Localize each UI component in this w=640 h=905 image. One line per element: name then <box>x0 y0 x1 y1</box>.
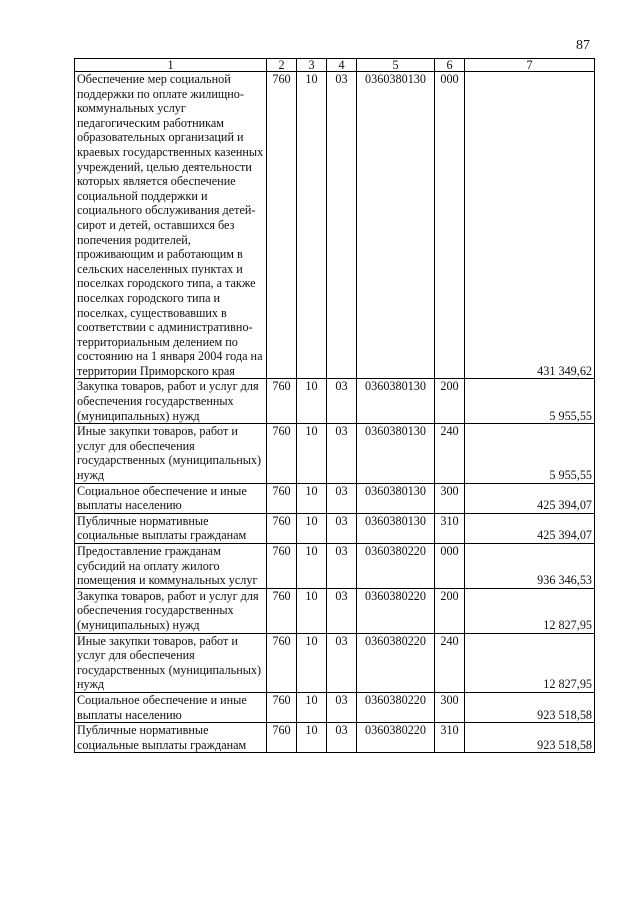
row-code-4: 03 <box>327 513 357 543</box>
row-name: Закупка товаров, работ и услуг для обеспечения государственных (муниципальных) нужд <box>75 588 267 633</box>
row-code-2: 760 <box>267 723 297 753</box>
row-sum: 425 394,07 <box>465 483 595 513</box>
row-code-3: 10 <box>297 513 327 543</box>
table-row <box>75 692 595 722</box>
row-sum: 5 955,55 <box>465 379 595 424</box>
row-code-3: 10 <box>297 424 327 483</box>
row-code-3: 10 <box>297 588 327 633</box>
column-header: 1 <box>75 59 267 72</box>
row-code-2: 760 <box>267 424 297 483</box>
row-code-6: 000 <box>435 544 465 589</box>
header-row <box>75 59 595 72</box>
row-code-5: 0360380220 <box>357 692 435 722</box>
row-code-4: 03 <box>327 692 357 722</box>
row-sum: 5 955,55 <box>465 424 595 483</box>
row-code-5: 0360380130 <box>357 513 435 543</box>
row-sum: 936 346,53 <box>465 544 595 589</box>
row-code-3: 10 <box>297 483 327 513</box>
row-code-2: 760 <box>267 544 297 589</box>
table-row <box>75 544 595 589</box>
row-code-4: 03 <box>327 633 357 692</box>
row-code-4: 03 <box>327 544 357 589</box>
row-code-3: 10 <box>297 72 327 379</box>
row-code-5: 0360380130 <box>357 379 435 424</box>
row-code-2: 760 <box>267 72 297 379</box>
column-header: 3 <box>297 59 327 72</box>
row-sum: 425 394,07 <box>465 513 595 543</box>
table-row <box>75 513 595 543</box>
row-code-5: 0360380220 <box>357 723 435 753</box>
row-code-6: 200 <box>435 379 465 424</box>
row-code-6: 240 <box>435 633 465 692</box>
row-code-3: 10 <box>297 633 327 692</box>
row-code-4: 03 <box>327 588 357 633</box>
row-code-6: 240 <box>435 424 465 483</box>
row-code-3: 10 <box>297 723 327 753</box>
row-code-5: 0360380130 <box>357 424 435 483</box>
column-header: 7 <box>465 59 595 72</box>
row-sum: 12 827,95 <box>465 588 595 633</box>
row-name: Социальное обеспечение и иные выплаты населению <box>75 483 267 513</box>
row-name: Иные закупки товаров, работ и услуг для обеспечения государственных (муниципальных) нужд <box>75 633 267 692</box>
column-header: 5 <box>357 59 435 72</box>
row-code-3: 10 <box>297 544 327 589</box>
row-sum: 431 349,62 <box>465 72 595 379</box>
row-code-6: 310 <box>435 513 465 543</box>
row-sum: 923 518,58 <box>465 692 595 722</box>
row-code-4: 03 <box>327 424 357 483</box>
row-name: Публичные нормативные социальные выплаты гражданам <box>75 723 267 753</box>
row-code-2: 760 <box>267 633 297 692</box>
row-name: Обеспечение мер социальной поддержки по оплате жилищно-коммунальных услуг педагогическим работникам образовательных организаций и краевых государственных казенных учреждений, целью деятельности которых является обеспечение социальной поддержки и социального обслуживания детей-сирот и детей, оставшихся без попечения родителей, проживающим и работающим в сельских населенных пунктах и поселках городского типа, а также поселках городского типа и поселках, существовавших в соответствии с административно-территориальным делением по состоянию на 1 января 2004 года на территории Приморского края <box>75 72 267 379</box>
page-number: 87 <box>576 38 590 53</box>
table-row <box>75 72 595 379</box>
row-code-2: 760 <box>267 692 297 722</box>
row-name: Предоставление гражданам субсидий на оплату жилого помещения и коммунальных услуг <box>75 544 267 589</box>
row-code-6: 310 <box>435 723 465 753</box>
row-code-6: 300 <box>435 483 465 513</box>
column-header: 6 <box>435 59 465 72</box>
row-code-5: 0360380220 <box>357 588 435 633</box>
row-sum: 923 518,58 <box>465 723 595 753</box>
row-name: Публичные нормативные социальные выплаты гражданам <box>75 513 267 543</box>
row-sum: 12 827,95 <box>465 633 595 692</box>
row-name: Социальное обеспечение и иные выплаты населению <box>75 692 267 722</box>
table-row <box>75 424 595 483</box>
row-code-3: 10 <box>297 379 327 424</box>
row-code-4: 03 <box>327 72 357 379</box>
row-code-5: 0360380130 <box>357 483 435 513</box>
table-row <box>75 633 595 692</box>
row-code-4: 03 <box>327 483 357 513</box>
row-code-2: 760 <box>267 379 297 424</box>
row-code-6: 300 <box>435 692 465 722</box>
budget-table <box>74 58 595 753</box>
row-code-2: 760 <box>267 513 297 543</box>
row-code-6: 000 <box>435 72 465 379</box>
row-code-5: 0360380220 <box>357 544 435 589</box>
column-header: 4 <box>327 59 357 72</box>
table-row <box>75 588 595 633</box>
row-code-2: 760 <box>267 588 297 633</box>
row-code-5: 0360380130 <box>357 72 435 379</box>
row-name: Иные закупки товаров, работ и услуг для обеспечения государственных (муниципальных) нужд <box>75 424 267 483</box>
row-code-2: 760 <box>267 483 297 513</box>
table-row <box>75 483 595 513</box>
row-code-3: 10 <box>297 692 327 722</box>
column-header: 2 <box>267 59 297 72</box>
row-name: Закупка товаров, работ и услуг для обеспечения государственных (муниципальных) нужд <box>75 379 267 424</box>
table-row <box>75 379 595 424</box>
row-code-6: 200 <box>435 588 465 633</box>
row-code-4: 03 <box>327 379 357 424</box>
table-row <box>75 723 595 753</box>
row-code-4: 03 <box>327 723 357 753</box>
row-code-5: 0360380220 <box>357 633 435 692</box>
